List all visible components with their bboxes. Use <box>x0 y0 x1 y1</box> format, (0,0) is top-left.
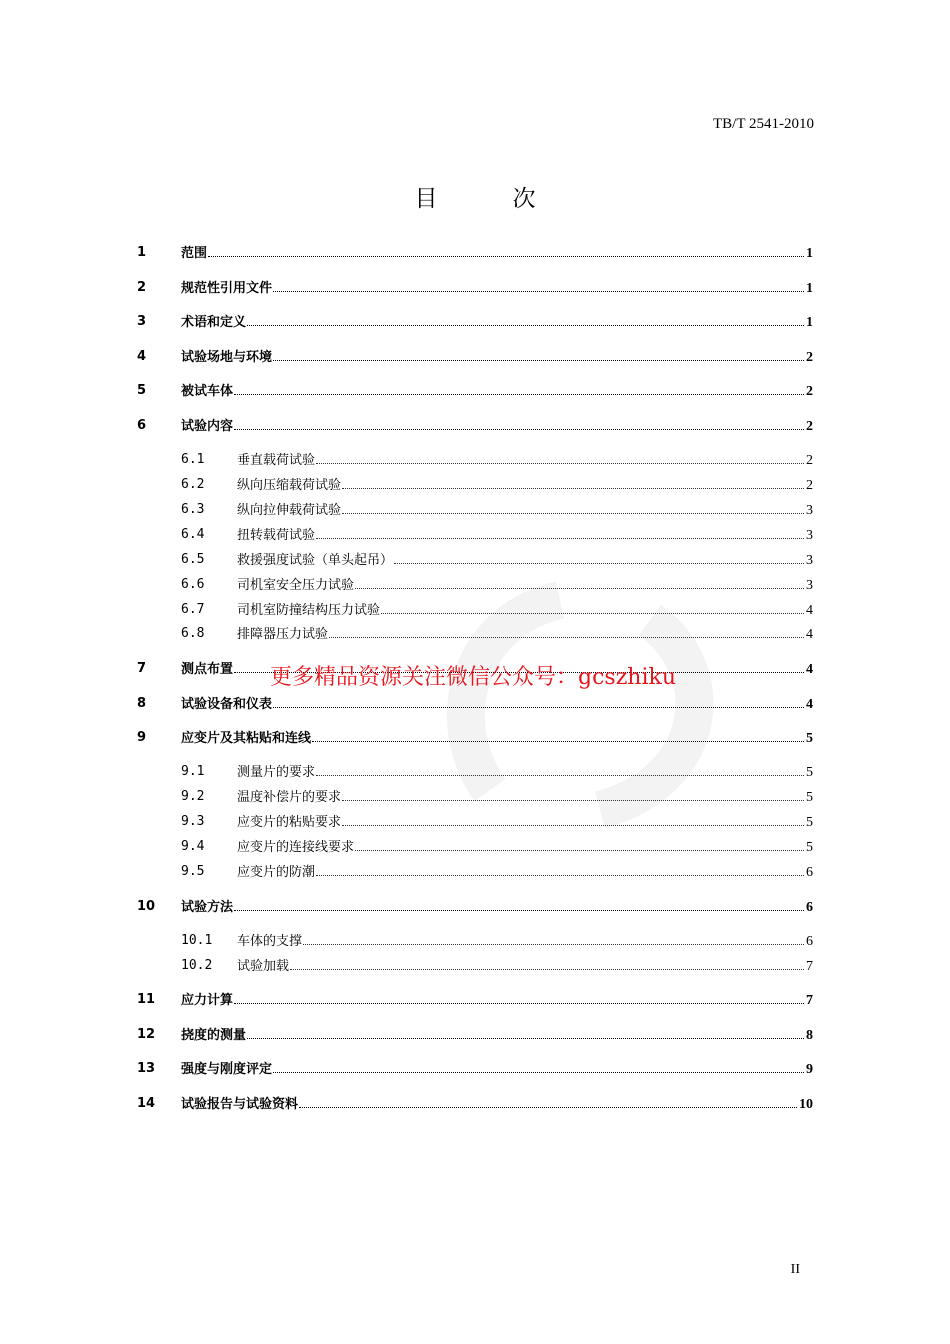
toc-entry[interactable] <box>0 346 950 366</box>
toc-entry-number: 9.4 <box>181 838 205 854</box>
toc-entry-line <box>237 524 813 544</box>
toc-entry-label: 应变片的连接线要求 <box>237 840 355 855</box>
toc-entry-page: 5 <box>806 765 813 780</box>
toc-leader-dots <box>234 429 804 430</box>
toc-entry-line <box>181 693 813 713</box>
toc-entry-page: 2 <box>806 350 813 365</box>
toc-entry[interactable] <box>0 1058 950 1078</box>
toc-entry-page: 1 <box>806 246 813 261</box>
toc-entry-label: 纵向拉伸载荷试验 <box>237 503 342 518</box>
toc-leader-dots <box>247 1038 804 1039</box>
toc-entry-number: 9.5 <box>181 863 205 879</box>
toc-entry-number: 6.7 <box>181 601 205 617</box>
toc-entry-label: 试验场地与环境 <box>181 350 273 365</box>
toc-entry[interactable] <box>0 574 950 594</box>
toc-entry-page: 6 <box>806 934 813 949</box>
toc-entry[interactable] <box>0 242 950 262</box>
toc-entry-line <box>181 311 813 331</box>
toc-entry[interactable] <box>0 380 950 400</box>
toc-entry-number: 9.1 <box>181 763 205 779</box>
toc-leader-dots <box>342 800 804 801</box>
toc-entry-label: 测量片的要求 <box>237 765 316 780</box>
toc-leader-dots <box>342 488 804 489</box>
toc-entry-number: 6 <box>137 417 147 433</box>
toc-entry-number: 6.3 <box>181 501 205 517</box>
toc-entry-label: 应力计算 <box>181 993 234 1008</box>
toc-entry-page: 3 <box>806 528 813 543</box>
toc-entry-page: 2 <box>806 384 813 399</box>
toc-entry-line <box>181 346 813 366</box>
toc-entry-line <box>181 380 813 400</box>
toc-entry-number: 3 <box>137 313 147 329</box>
toc-entry-line <box>237 955 813 975</box>
toc-entry-label: 扭转载荷试验 <box>237 528 316 543</box>
toc-entry-number: 10.2 <box>181 957 213 973</box>
toc-entry-line <box>181 277 813 297</box>
toc-entry[interactable] <box>0 524 950 544</box>
toc-entry[interactable] <box>0 786 950 806</box>
toc-leader-dots <box>273 360 804 361</box>
toc-entry-label: 术语和定义 <box>181 315 247 330</box>
toc-entry[interactable] <box>0 930 950 950</box>
toc-entry-line <box>181 727 813 747</box>
toc-entry[interactable] <box>0 836 950 856</box>
toc-entry-number: 10.1 <box>181 932 213 948</box>
toc-entry-line <box>181 1093 813 1113</box>
toc-entry-label: 应变片的粘贴要求 <box>237 815 342 830</box>
toc-leader-dots <box>234 1003 804 1004</box>
toc-leader-dots <box>273 707 804 708</box>
toc-leader-dots <box>342 825 804 826</box>
toc-entry-number: 11 <box>137 991 156 1007</box>
toc-entry-line <box>237 474 813 494</box>
toc-entry-number: 6.5 <box>181 551 205 567</box>
toc-leader-dots <box>273 1072 804 1073</box>
toc-entry-label: 规范性引用文件 <box>181 281 273 296</box>
toc-entry-page: 5 <box>806 815 813 830</box>
toc-entry-page: 1 <box>806 315 813 330</box>
toc-entry-label: 试验设备和仪表 <box>181 697 273 712</box>
toc-entry-label: 范围 <box>181 246 208 261</box>
toc-leader-dots <box>316 463 804 464</box>
toc-entry-number: 9 <box>137 729 147 745</box>
toc-leader-dots <box>355 588 804 589</box>
toc-entry-number: 10 <box>137 898 156 914</box>
toc-entry[interactable] <box>0 1093 950 1113</box>
toc-leader-dots <box>316 875 804 876</box>
toc-leader-dots <box>316 775 804 776</box>
toc-entry-line <box>237 599 813 619</box>
toc-entry-page: 7 <box>806 959 813 974</box>
toc-entry-line <box>237 549 813 569</box>
toc-leader-dots <box>290 969 804 970</box>
toc-entry-label: 温度补偿片的要求 <box>237 790 342 805</box>
toc-entry-label: 挠度的测量 <box>181 1028 247 1043</box>
toc-entry[interactable] <box>0 896 950 916</box>
toc-entry-number: 6.1 <box>181 451 205 467</box>
toc-entry-line <box>237 499 813 519</box>
toc-entry-page: 10 <box>799 1097 813 1112</box>
toc-entry-page: 3 <box>806 578 813 593</box>
toc-entry-page: 9 <box>806 1062 813 1077</box>
toc-entry-line <box>237 811 813 831</box>
toc-entry-label: 救援强度试验（单头起吊） <box>237 553 394 568</box>
toc-entry-page: 4 <box>806 603 813 618</box>
toc-entry[interactable] <box>0 955 950 975</box>
toc-entry-label: 车体的支撑 <box>237 934 303 949</box>
toc-entry-number: 6.2 <box>181 476 205 492</box>
toc-entry-page: 3 <box>806 503 813 518</box>
toc-leader-dots <box>234 394 804 395</box>
toc-entry-page: 3 <box>806 553 813 568</box>
toc-entry-number: 12 <box>137 1026 156 1042</box>
page-title: 目 次 <box>414 186 562 212</box>
toc-entry-number: 6.8 <box>181 625 205 641</box>
toc-entry[interactable] <box>0 761 950 781</box>
toc-entry[interactable] <box>0 811 950 831</box>
toc-entry[interactable] <box>0 727 950 747</box>
page-number: II <box>790 1262 800 1277</box>
toc-leader-dots <box>316 538 804 539</box>
toc-entry-line <box>181 896 813 916</box>
toc-entry-page: 4 <box>806 697 813 712</box>
toc-entry-line <box>181 242 813 262</box>
toc-entry-page: 7 <box>806 993 813 1008</box>
toc-entry-page: 2 <box>806 419 813 434</box>
toc-entry-number: 8 <box>137 695 147 711</box>
toc-entry-label: 垂直载荷试验 <box>237 453 316 468</box>
toc-entry-page: 6 <box>806 900 813 915</box>
toc-entry[interactable] <box>0 415 950 435</box>
toc-leader-dots <box>273 291 804 292</box>
toc-entry[interactable] <box>0 449 950 469</box>
promo-watermark-text: 更多精品资源关注微信公众号：gcszhiku <box>270 665 676 690</box>
toc-leader-dots <box>312 741 804 742</box>
toc-entry-label: 试验加载 <box>237 959 290 974</box>
toc-leader-dots <box>329 637 804 638</box>
toc-entry-line <box>181 1024 813 1044</box>
toc-entry-page: 6 <box>806 865 813 880</box>
toc-entry-label: 排障器压力试验 <box>237 627 329 642</box>
toc-entry-number: 9.2 <box>181 788 205 804</box>
toc-entry-line <box>237 836 813 856</box>
toc-entry-number: 7 <box>137 660 147 676</box>
toc-entry-line <box>181 1058 813 1078</box>
toc-entry-page: 1 <box>806 281 813 296</box>
toc-entry-line <box>181 415 813 435</box>
toc-entry[interactable] <box>0 499 950 519</box>
toc-entry-line <box>237 449 813 469</box>
toc-entry-number: 6.4 <box>181 526 205 542</box>
toc-leader-dots <box>234 910 804 911</box>
toc-entry-number: 9.3 <box>181 813 205 829</box>
toc-entry-line <box>237 786 813 806</box>
toc-leader-dots <box>303 944 804 945</box>
toc-entry-page: 4 <box>806 662 813 677</box>
toc-entry-line <box>237 574 813 594</box>
toc-entry-number: 5 <box>137 382 147 398</box>
toc-entry-number: 14 <box>137 1095 156 1111</box>
toc-entry-page: 5 <box>806 731 813 746</box>
toc-entry-label: 试验方法 <box>181 900 234 915</box>
toc-entry[interactable] <box>0 277 950 297</box>
toc-leader-dots <box>299 1107 797 1108</box>
toc-entry-page: 8 <box>806 1028 813 1043</box>
toc-entry-label: 司机室安全压力试验 <box>237 578 355 593</box>
toc-entry-line <box>237 930 813 950</box>
toc-entry-line <box>237 761 813 781</box>
toc-entry[interactable] <box>0 311 950 331</box>
toc-entry-label: 试验报告与试验资料 <box>181 1097 299 1112</box>
toc-leader-dots <box>355 850 804 851</box>
toc-entry-label: 司机室防撞结构压力试验 <box>237 603 381 618</box>
toc-entry-page: 4 <box>806 627 813 642</box>
toc-entry-page: 5 <box>806 840 813 855</box>
toc-entry-line <box>237 623 813 643</box>
toc-entry[interactable] <box>0 599 950 619</box>
toc-entry[interactable] <box>0 549 950 569</box>
toc-entry-label: 应变片的防潮 <box>237 865 316 880</box>
toc-entry-line <box>181 989 813 1009</box>
toc-leader-dots <box>208 256 804 257</box>
toc-entry-number: 4 <box>137 348 147 364</box>
toc-entry-label: 纵向压缩载荷试验 <box>237 478 342 493</box>
document-number: TB/T 2541-2010 <box>713 116 814 132</box>
toc-entry[interactable] <box>0 861 950 881</box>
toc-leader-dots <box>247 325 804 326</box>
toc-entry[interactable] <box>0 989 950 1009</box>
toc-entry[interactable] <box>0 623 950 643</box>
toc-entry-label: 应变片及其粘贴和连线 <box>181 731 312 746</box>
toc-entry-line <box>237 861 813 881</box>
toc-entry-number: 2 <box>137 279 147 295</box>
toc-entry-number: 13 <box>137 1060 156 1076</box>
toc-entry-page: 2 <box>806 453 813 468</box>
toc-entry-label: 试验内容 <box>181 419 234 434</box>
toc-entry[interactable] <box>0 1024 950 1044</box>
toc-entry-label: 强度与刚度评定 <box>181 1062 273 1077</box>
toc-entry-label: 被试车体 <box>181 384 234 399</box>
toc-entry-label: 测点布置 <box>181 662 234 677</box>
toc-leader-dots <box>342 513 804 514</box>
toc-entry-number: 6.6 <box>181 576 205 592</box>
toc-entry-page: 2 <box>806 478 813 493</box>
toc-entry-page: 5 <box>806 790 813 805</box>
toc-leader-dots <box>381 613 804 614</box>
toc-entry[interactable] <box>0 474 950 494</box>
toc-entry-number: 1 <box>137 244 147 260</box>
toc-leader-dots <box>394 563 804 564</box>
toc-entry[interactable] <box>0 693 950 713</box>
